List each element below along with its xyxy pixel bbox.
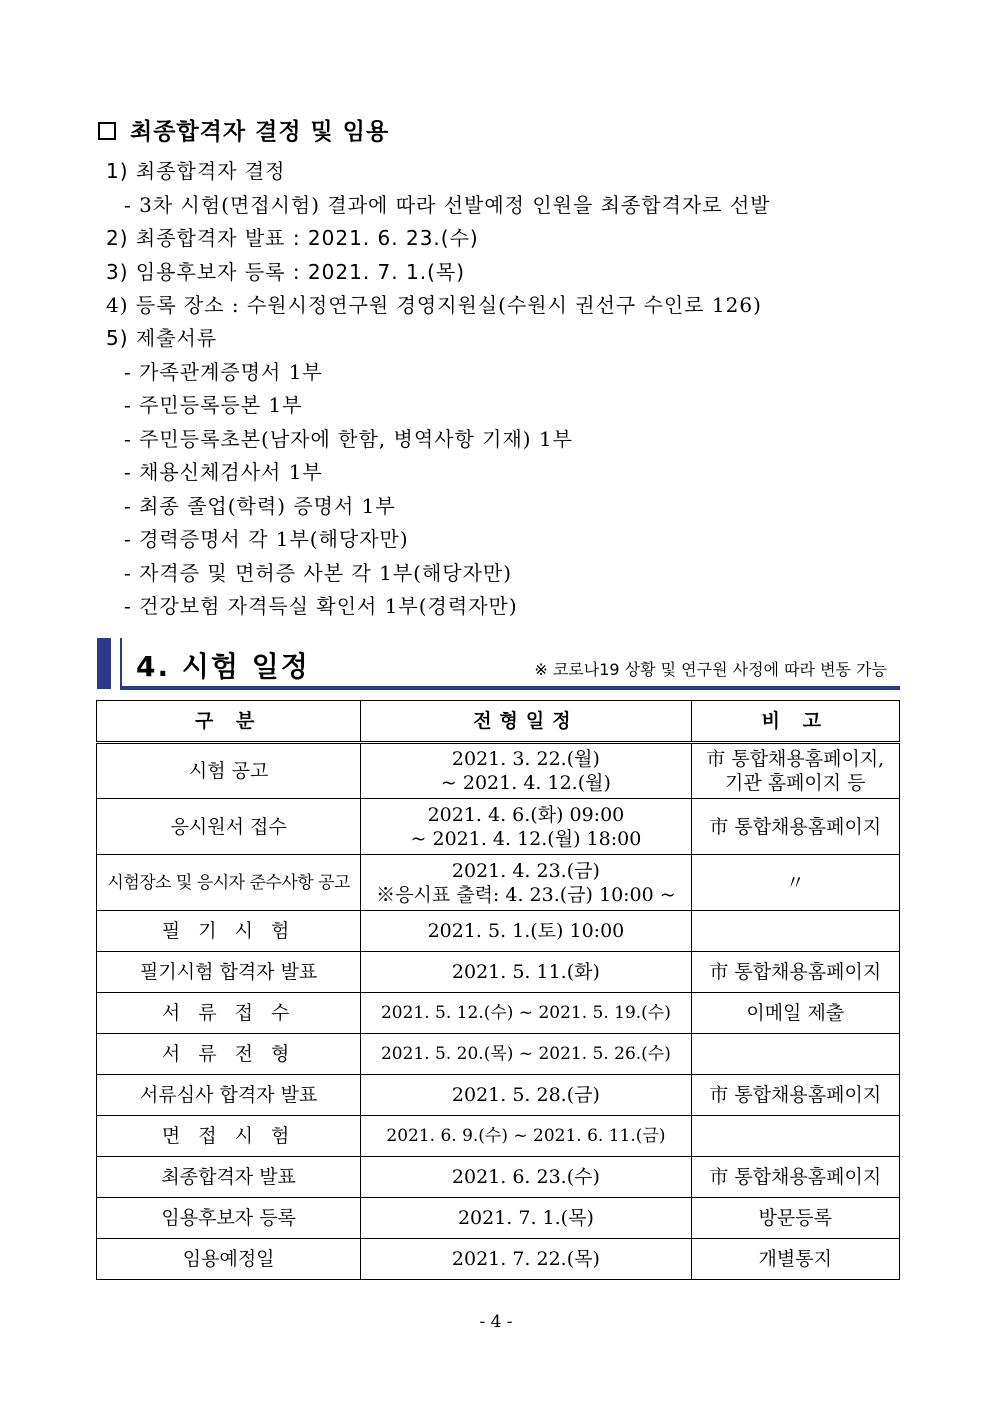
row-remark: 市 통합채용홈페이지 (691, 799, 899, 855)
item-2: 2) 최종합격자 발표 : 2021. 6. 23.(수) (106, 226, 479, 250)
row-category: 시험 공고 (97, 743, 361, 799)
table-row (97, 1116, 900, 1157)
row-date: 2021. 7. 22.(목) (361, 1239, 691, 1280)
section-title-text: 최종합격자 결정 및 임용 (130, 119, 390, 145)
column-header-date: 전형일정 (361, 701, 691, 743)
row-category: 면 접 시 험 (97, 1116, 361, 1157)
heading-divider (120, 638, 122, 688)
column-header-category: 구 분 (97, 701, 361, 743)
row-date-line: ~ 2021. 4. 12.(월) 18:00 (410, 827, 642, 850)
doc-item: - 자격증 및 면허증 사본 각 1부(해당자만) (124, 561, 513, 585)
doc-item: - 가족관계증명서 1부 (124, 360, 323, 384)
table-row (97, 952, 900, 993)
row-date: 2021. 5. 11.(화) (361, 952, 691, 993)
item-1: 1) 최종합격자 결정 (106, 159, 286, 183)
doc-item: - 채용신체검사서 1부 (124, 460, 323, 484)
row-remark (691, 743, 899, 799)
row-date: 2021. 5. 12.(수) ~ 2021. 5. 19.(수) (361, 993, 691, 1034)
heading-underline (120, 686, 900, 690)
schedule-heading: 4. 시험 일정 (136, 650, 310, 683)
row-category: 시험장소 및 응시자 준수사항 공고 (97, 855, 361, 911)
row-date: 2021. 7. 1.(목) (361, 1198, 691, 1239)
table-row (97, 911, 900, 952)
row-category: 임용후보자 등록 (97, 1198, 361, 1239)
row-date: 2021. 5. 20.(목) ~ 2021. 5. 26.(수) (361, 1034, 691, 1075)
item-4: 4) 등록 장소 : 수원시정연구원 경영지원실(수원시 권선구 수인로 126) (106, 293, 762, 317)
doc-item: - 건강보험 자격득실 확인서 1부(경력자만) (124, 594, 518, 618)
table-row (97, 1239, 900, 1280)
row-date: 2021. 5. 1.(토) 10:00 (361, 911, 691, 952)
row-date: 2021. 5. 28.(금) (361, 1075, 691, 1116)
table-row (97, 799, 900, 855)
row-date-line: 2021. 3. 22.(월) (451, 748, 600, 770)
doc-item: - 주민등록등본 1부 (124, 393, 303, 417)
row-category: 서류심사 합격자 발표 (97, 1075, 361, 1116)
row-category: 서 류 접 수 (97, 993, 361, 1034)
page-number: - 4 - (479, 1312, 513, 1332)
row-date: 2021. 6. 9.(수) ~ 2021. 6. 11.(금) (361, 1116, 691, 1157)
row-category: 최종합격자 발표 (97, 1157, 361, 1198)
schedule-table (96, 700, 900, 1280)
row-remark: 개별통지 (691, 1239, 899, 1280)
row-category: 필 기 시 험 (97, 911, 361, 952)
row-remark: 市 통합채용홈페이지 (691, 952, 899, 993)
row-category: 필기시험 합격자 발표 (97, 952, 361, 993)
doc-item: - 최종 졸업(학력) 증명서 1부 (124, 494, 396, 518)
item-3: 3) 임용후보자 등록 : 2021. 7. 1.(목) (106, 260, 465, 284)
item-1-detail: - 3차 시험(면접시험) 결과에 따라 선발예정 인원을 최종합격자로 선발 (124, 193, 771, 217)
row-date (361, 855, 691, 911)
doc-item: - 경력증명서 각 1부(해당자만) (124, 527, 409, 551)
table-row (97, 993, 900, 1034)
row-remark: 市 통합채용홈페이지 (691, 1075, 899, 1116)
table-row (97, 1157, 900, 1198)
row-remark (691, 1116, 899, 1157)
row-remark: 이메일 제출 (691, 993, 899, 1034)
row-category: 응시원서 접수 (97, 799, 361, 855)
row-remark: 방문등록 (691, 1198, 899, 1239)
row-date (361, 743, 691, 799)
row-remark: 〃 (691, 855, 899, 911)
row-date-line: ~ 2021. 4. 12.(월) (440, 772, 611, 794)
table-row (97, 1198, 900, 1239)
table-row (97, 1034, 900, 1075)
doc-item: - 주민등록초본(남자에 한함, 병역사항 기재) 1부 (124, 427, 573, 451)
row-date (361, 799, 691, 855)
schedule-note: ※ 코로나19 상황 및 연구원 사정에 따라 변동 가능 (534, 660, 887, 679)
table-header-row (97, 701, 900, 743)
section-title (98, 113, 389, 146)
column-header-remark: 비 고 (691, 701, 899, 743)
table-row (97, 855, 900, 911)
row-category: 서 류 전 형 (97, 1034, 361, 1075)
row-remark-line: 市 통합채용홈페이지, (706, 748, 885, 770)
row-category: 임용예정일 (97, 1239, 361, 1280)
square-bullet-icon (98, 122, 116, 140)
row-date-line: 2021. 4. 23.(금) (451, 859, 600, 882)
table-row (97, 743, 900, 799)
row-date-line: ※응시표 출력: 4. 23.(금) 10:00 ~ (376, 883, 676, 906)
row-remark (691, 1034, 899, 1075)
item-5: 5) 제출서류 (106, 326, 218, 350)
row-remark-line: 기관 홈페이지 등 (724, 772, 866, 794)
row-remark (691, 911, 899, 952)
heading-accent-bar (97, 638, 111, 689)
row-remark: 市 통합채용홈페이지 (691, 1157, 899, 1198)
table-row (97, 1075, 900, 1116)
row-date-line: 2021. 4. 6.(화) 09:00 (427, 803, 625, 826)
row-date: 2021. 6. 23.(수) (361, 1157, 691, 1198)
